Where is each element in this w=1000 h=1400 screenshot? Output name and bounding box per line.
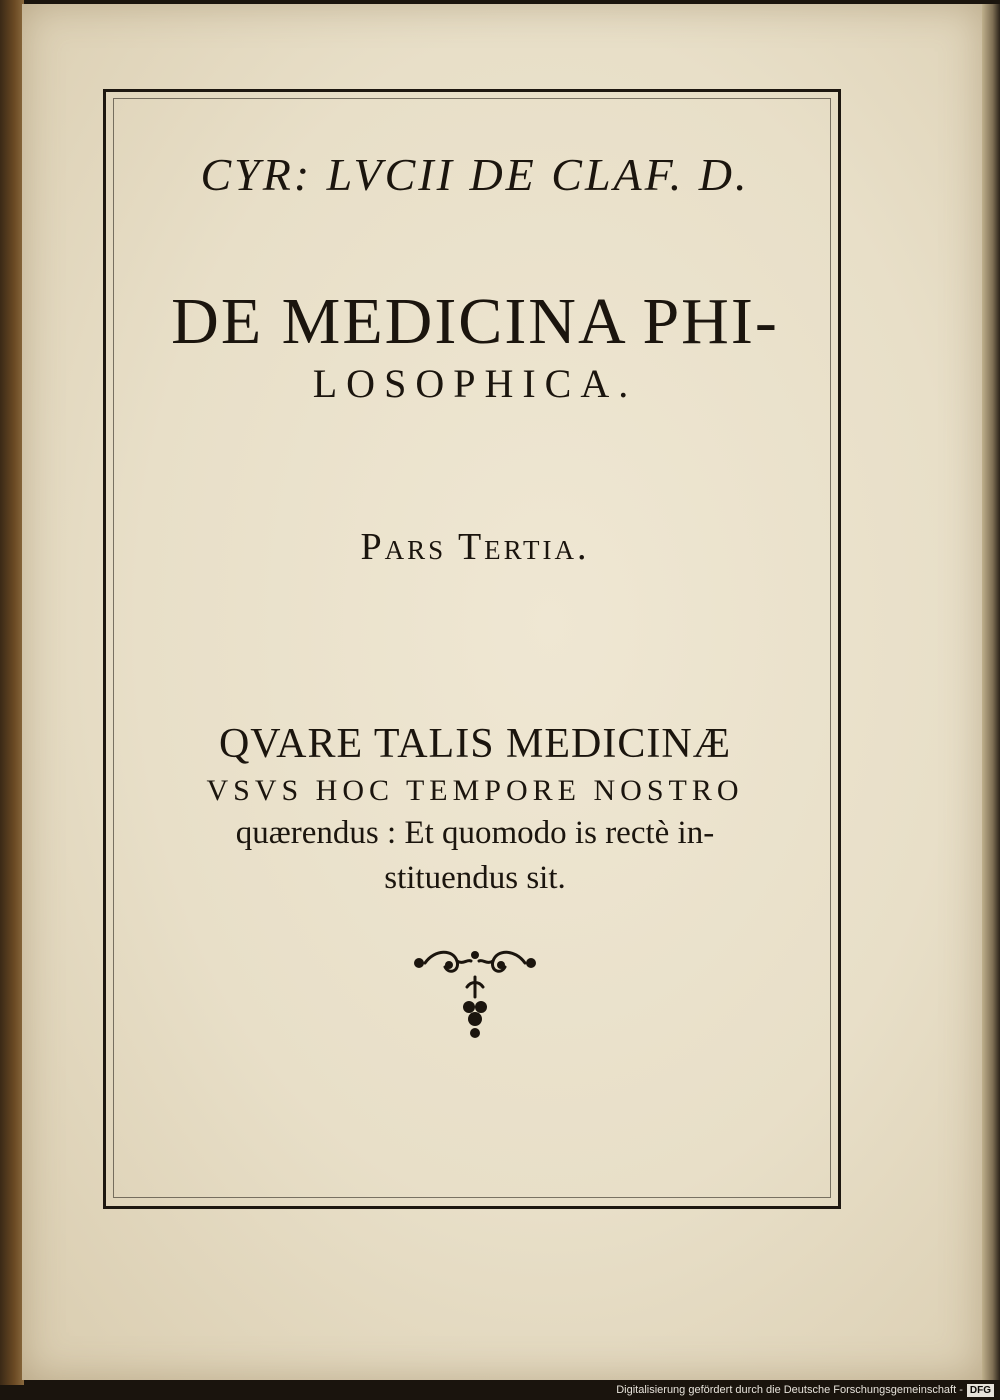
digitization-note: Digitalisierung gefördert durch die Deutsche Forschungsgemeinschaft - xyxy=(616,1384,963,1396)
subtitle-line-3: quærendus : Et quomodo is rectè in- xyxy=(235,815,715,851)
author-line: CYR: LVCII DE CLAF. D. xyxy=(200,149,750,200)
printers-ornament-icon xyxy=(405,935,545,1045)
page-edge-shadow xyxy=(982,4,1000,1380)
book-spine xyxy=(0,0,24,1385)
part-heading: Pars Tertia. xyxy=(360,526,590,568)
title-line-1: DE MEDICINA PHI- xyxy=(171,285,779,358)
digitization-footer xyxy=(616,1382,994,1398)
subtitle-line-4: stituendus sit. xyxy=(384,860,566,896)
subtitle-line-1: QVARE TALIS MEDICINÆ xyxy=(218,721,732,767)
subtitle-line-2: VSVS HOC TEMPORE NOSTRO xyxy=(206,774,744,807)
dfg-logo-icon: DFG xyxy=(967,1384,994,1397)
title-line-2: LOSOPHICA. xyxy=(312,361,638,406)
